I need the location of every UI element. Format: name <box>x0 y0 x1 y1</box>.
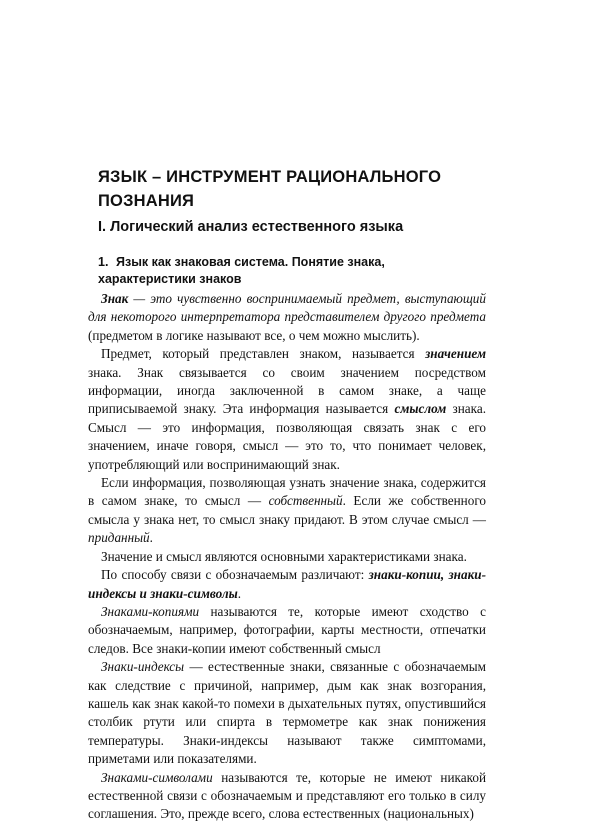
term-own: собственный <box>268 493 343 509</box>
text-span: По способу связи с обозначаемым различают: <box>101 567 369 583</box>
term-meaning: значением <box>425 346 486 362</box>
paragraph-meaning-sense <box>88 345 486 474</box>
paragraph-sign-types <box>88 566 486 603</box>
text-span: Если информация, позволяющая узнать значение знака, содержится в самом знаке, то смысл — <box>88 475 486 509</box>
text-span: Предмет, который представлен знаком, называется <box>101 346 426 362</box>
text-span: . Если же собственного смысла у знака нет, то смысл знаку придают. В этом случае смысл — <box>88 493 487 527</box>
term-index-signs: Знаки-индексы <box>101 659 185 675</box>
paragraph-index-signs <box>88 658 486 768</box>
chapter-title: ЯЗЫК – ИНСТРУМЕНТ РАЦИОНАЛЬНОГО ПОЗНАНИЯ <box>98 168 442 210</box>
body-text <box>88 290 486 824</box>
sign-definition-tail: (предметом в логике называют все, о чем можно мыслить). <box>88 327 420 343</box>
text-span: знака. Смысл — это информация, позволяющая связать знак с его значением, иначе говоря, смысл — это то, что понимает человек, употребляющий или воспринимающий знак. <box>88 401 486 472</box>
term-symbol-signs: Знаками-символами <box>101 769 213 785</box>
subsection-title-text: Язык как знаковая система. Понятие знака, характеристики знаков <box>98 255 385 286</box>
text-span: . <box>237 585 242 601</box>
term-attributed: приданный <box>88 530 150 546</box>
paragraph-symbol-signs <box>88 769 486 824</box>
text-span: знака. Знак связывается со своим значением посредством информации, иногда заключенной в самом знаке, а чаще приписываемой знаку. Эта информация называется <box>88 364 486 417</box>
subsection-number: 1. <box>98 255 109 269</box>
term-sign: Знак <box>101 291 129 306</box>
subsection-title <box>98 254 478 288</box>
section-title: I. Логический анализ естественного языка <box>98 219 404 235</box>
paragraph-characteristics: Значение и смысл являются основными характеристиками знака. <box>101 548 467 564</box>
sign-definition: — это чувственно воспринимаемый предмет, выступающий для некоторого интерпретатора представителем другого предмета <box>88 291 486 325</box>
paragraph-copy-signs <box>88 603 486 658</box>
text-span: называются те, которые не имеют никакой естественной связи с обозначаемым и представляют его только в силу соглашения. Это, прежде всего, слова естественных (национальных) <box>88 769 486 822</box>
text-span: называются те, которые имеют сходство с обозначаемым, например, фотографии, карты местности, отпечатки следов. Все знаки-копии имеют собственный смысл <box>88 603 486 656</box>
term-sense: смыслом <box>394 401 447 417</box>
term-sign-types: знаки-копии, знаки-индексы и знаки-символы <box>88 567 487 601</box>
paragraph-own-sense <box>88 474 486 548</box>
term-copy-signs: Знаками-копиями <box>101 603 200 619</box>
paragraph-sign-definition <box>88 290 486 345</box>
text-span: . <box>149 530 153 546</box>
text-span: — естественные знаки, связанные с обозначаемым как следствие с причиной, например, дым как знак возгорания, кашель как знак какой-то помехи в дыхательных путях, опустившийся столбик ртути или спирта в термометре как знак понижения температуры. Знаки-индексы называют также симптомами, приметами или показателями. <box>88 659 486 767</box>
